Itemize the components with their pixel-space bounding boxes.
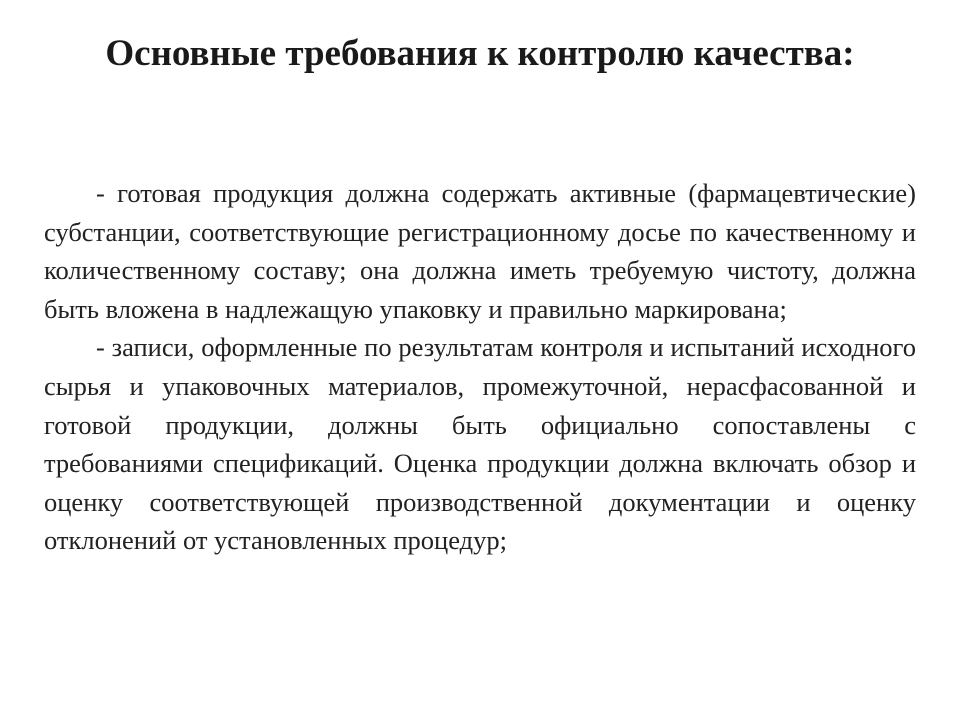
slide-title: Основные требования к контролю качества: [105,33,855,74]
requirement-paragraph-records-review: - записи, оформленные по результатам контроля и испытаний исходного сырья и упаковочных материалов, промежуточной, нерасфасованной и готовой продукции, должны быть официально сопоставлены с требованиями спецификаций. Оценка продукции должна включать обзор и оценку соответствующей производственной документации и оценку отклонений от установленных процедур; [44,332,916,556]
requirement-paragraph-finished-product: - готовая продукция должна содержать активные (фармацевтические) субстанции, соответствующие регистрационному досье по качественному и количественному составу; она должна иметь требуемую чистоту, должна быть вложена в надлежащую упаковку и правильно маркирована; [44,178,916,324]
slide-body [44,174,916,560]
